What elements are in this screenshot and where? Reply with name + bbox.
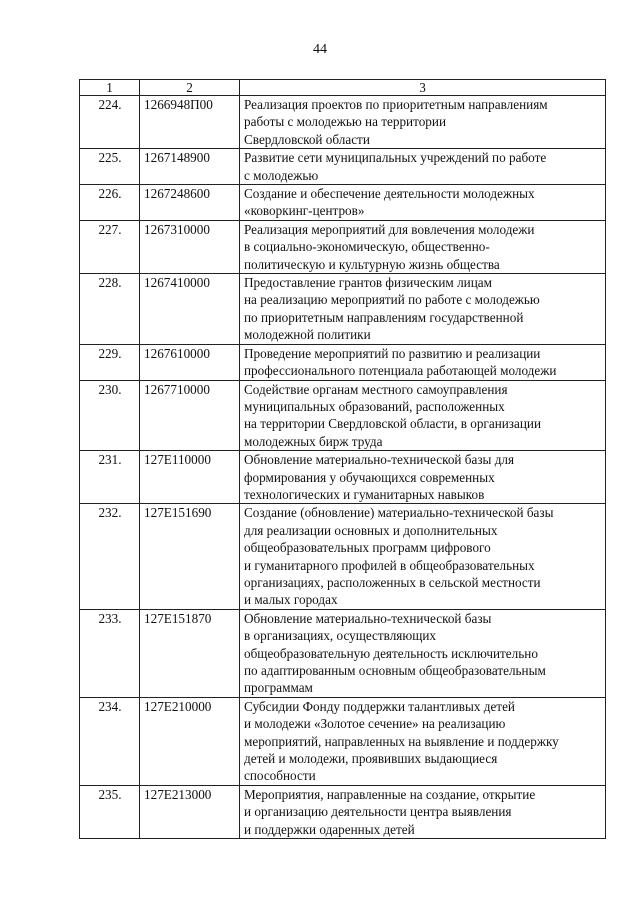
row-name-line: с молодежью (244, 167, 319, 183)
row-name-line: для реализации основных и дополнительных (244, 522, 498, 538)
table-row (80, 380, 606, 451)
row-name-line: Реализация мероприятий для вовлечения молодежи (244, 221, 535, 237)
row-name-line: Субсидии Фонду поддержки талантливых детей (244, 698, 515, 714)
row-name-line: формирования у обучающихся современных (244, 469, 495, 485)
row-name-line: и поддержки одаренных детей (244, 821, 415, 837)
row-name-line: Мероприятия, направленные на создание, открытие (244, 786, 536, 802)
row-number: 224. (80, 96, 140, 149)
row-number: 225. (80, 149, 140, 185)
row-name-line: общеобразовательную деятельность исключительно (244, 645, 538, 661)
table-row (80, 609, 606, 697)
row-name-line: молодежной политики (244, 327, 371, 343)
row-name (240, 220, 606, 273)
table-body (80, 96, 606, 839)
column-header-name: 3 (240, 80, 606, 96)
row-name (240, 274, 606, 345)
page-number: 44 (313, 42, 327, 57)
row-name (240, 185, 606, 221)
row-number: 231. (80, 451, 140, 504)
row-name-line: молодежных бирж труда (244, 433, 383, 449)
table-row (80, 451, 606, 504)
row-name-line: и малых городах (244, 592, 338, 608)
row-name-line: на реализацию мероприятий по работе с молодежью (244, 292, 540, 308)
table-row (80, 274, 606, 345)
row-name-line: Обновление материально-технической базы (244, 610, 492, 626)
row-name-line: в социально-экономическую, общественно- (244, 239, 490, 255)
row-number: 233. (80, 609, 140, 697)
row-code: 1267710000 (140, 380, 240, 451)
row-name-line: Создание (обновление) материально-технической базы (244, 505, 554, 521)
column-header-number: 1 (80, 80, 140, 96)
row-name-line: Обновление материально-технической базы для (244, 452, 515, 468)
row-code: 1266948П00 (140, 96, 240, 149)
row-name-line: Предоставление грантов физическим лицам (244, 275, 492, 291)
row-name-line: мероприятий, направленных на выявление и поддержку (244, 733, 559, 749)
row-number: 229. (80, 344, 140, 380)
budget-code-table (79, 79, 606, 839)
row-code: 1267248600 (140, 185, 240, 221)
row-code: 127E151870 (140, 609, 240, 697)
row-name-line: Содействие органам местного самоуправления (244, 381, 508, 397)
row-name-line: Реализация проектов по приоритетным направлениям (244, 97, 548, 112)
row-name (240, 504, 606, 609)
row-code: 1267610000 (140, 344, 240, 380)
row-name (240, 96, 606, 149)
row-number: 235. (80, 785, 140, 838)
row-name-line: технологических и гуманитарных навыков (244, 486, 485, 502)
row-code: 127E110000 (140, 451, 240, 504)
table-row (80, 185, 606, 221)
row-name (240, 149, 606, 185)
row-code: 127E213000 (140, 785, 240, 838)
row-name-line: Развитие сети муниципальных учреждений по работе (244, 150, 547, 166)
row-name-line: муниципальных образований, расположенных (244, 398, 505, 414)
row-name-line: организациях, расположенных в сельской местности (244, 574, 541, 590)
row-name-line: «коворкинг-центров» (244, 203, 365, 219)
table-row (80, 96, 606, 149)
row-code: 127E210000 (140, 697, 240, 785)
table-row (80, 504, 606, 609)
row-number: 230. (80, 380, 140, 451)
row-number: 232. (80, 504, 140, 609)
row-code: 1267148900 (140, 149, 240, 185)
row-name (240, 697, 606, 785)
row-name-line: Проведение мероприятий по развитию и реализации (244, 345, 541, 361)
row-name-line: по приоритетным направлениям государственной (244, 309, 524, 325)
row-name-line: программам (244, 680, 313, 696)
row-code: 1267310000 (140, 220, 240, 273)
row-number: 226. (80, 185, 140, 221)
table-header-row (80, 80, 606, 96)
row-name-line: в организациях, осуществляющих (244, 628, 437, 644)
row-number: 228. (80, 274, 140, 345)
row-name (240, 380, 606, 451)
row-name-line: по адаптированным основным общеобразовательным (244, 663, 546, 678)
table-row (80, 697, 606, 785)
row-name (240, 344, 606, 380)
column-header-code: 2 (140, 80, 240, 96)
row-code: 1267410000 (140, 274, 240, 345)
table-row (80, 344, 606, 380)
row-name (240, 451, 606, 504)
row-code: 127E151690 (140, 504, 240, 609)
row-name-line: профессионального потенциала работающей молодежи (244, 363, 557, 379)
table-row (80, 220, 606, 273)
table-row (80, 149, 606, 185)
row-name-line: способности (244, 768, 316, 784)
row-name-line: на территории Свердловской области, в организации (244, 416, 542, 432)
row-name-line: Создание и обеспечение деятельности молодежных (244, 186, 535, 202)
row-name-line: и молодежи «Золотое сечение» на реализацию (244, 716, 506, 732)
row-name-line: и организацию деятельности центра выявления (244, 804, 512, 820)
row-name-line: и гуманитарного профилей в общеобразовательных (244, 557, 535, 573)
row-name (240, 785, 606, 838)
row-name-line: работы с молодежью на территории (244, 114, 447, 130)
row-name-line: Свердловской области (244, 131, 370, 147)
row-number: 234. (80, 697, 140, 785)
row-name-line: политическую и культурную жизнь общества (244, 256, 500, 272)
row-name-line: детей и молодежи, проявивших выдающиеся (244, 751, 498, 767)
row-number: 227. (80, 220, 140, 273)
row-name (240, 609, 606, 697)
table-row (80, 785, 606, 838)
row-name-line: общеобразовательных программ цифрового (244, 540, 491, 556)
